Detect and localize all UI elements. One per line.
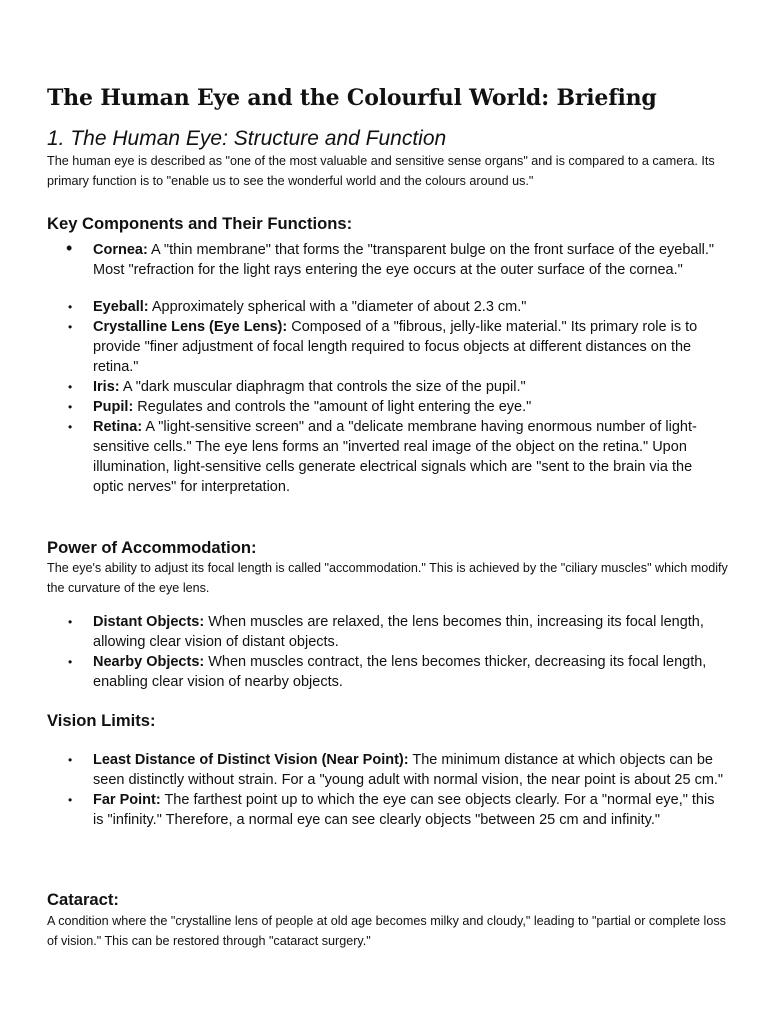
term-label: Cornea: xyxy=(93,242,148,258)
accommodation-paragraph: The eye's ability to adjust its focal length is called "accommodation." This is achieved by the "ciliary muscles" which modify the curvature of the eye lens. xyxy=(47,561,728,595)
bullet-icon: • xyxy=(68,380,73,394)
list-item-nearby-objects xyxy=(0,652,725,692)
list-item-cornea xyxy=(0,240,725,280)
bullet-icon: • xyxy=(68,753,73,767)
bullet-icon: • xyxy=(68,400,73,414)
term-description: When muscles contract, the lens becomes thicker, decreasing its focal length, enabling clear vision of nearby objects. xyxy=(93,654,707,690)
term-description: A "dark muscular diaphragm that controls the size of the pupil." xyxy=(119,379,526,395)
section-heading-human-eye: 1. The Human Eye: Structure and Function xyxy=(47,127,447,150)
accommodation-list xyxy=(0,612,768,692)
list-item-pupil xyxy=(0,397,725,417)
term-label: Far Point: xyxy=(93,792,161,808)
term-description: Approximately spherical with a "diameter of about 2.3 cm." xyxy=(148,299,527,315)
list-item-crystalline-lens xyxy=(0,317,725,377)
bullet-icon: • xyxy=(68,420,73,434)
term-description: Composed of a "fibrous, jelly-like material." Its primary role is to provide "finer adjustment of focal length required to focus objects at different distances on the retina." xyxy=(93,319,698,375)
section-intro-paragraph: The human eye is described as "one of the most valuable and sensitive sense organs" and is compared to a camera. Its primary function is to "enable us to see the wonderful world and the colours around us." xyxy=(47,154,715,188)
subheading-cataract: Cataract: xyxy=(47,890,119,909)
list-item-eyeball xyxy=(0,297,725,317)
term-label: Distant Objects: xyxy=(93,614,205,630)
key-components-list xyxy=(0,240,768,497)
subheading-accommodation: Power of Accommodation: xyxy=(47,538,257,557)
bullet-icon: • xyxy=(66,238,73,258)
list-item-retina xyxy=(0,417,725,497)
list-item-near-point xyxy=(0,750,725,790)
document-title: The Human Eye and the Colourful World: Briefing xyxy=(47,85,657,111)
bullet-icon: • xyxy=(68,615,73,629)
subheading-vision-limits: Vision Limits: xyxy=(47,711,156,730)
subheading-key-components: Key Components and Their Functions: xyxy=(47,214,353,233)
term-description: Regulates and controls the "amount of light entering the eye." xyxy=(133,399,532,415)
term-description: When muscles are relaxed, the lens becomes thin, increasing its focal length, allowing clear vision of distant objects. xyxy=(93,614,704,650)
term-label: Pupil: xyxy=(93,399,134,415)
term-description: A "thin membrane" that forms the "transparent bulge on the front surface of the eyeball." Most "refraction for the light rays entering the eye occurs at the outer surface of the cornea." xyxy=(93,242,715,278)
term-description: The farthest point up to which the eye can see objects clearly. For a "normal eye," this is "infinity." Therefore, a normal eye can see clearly objects "between 25 cm and infinity." xyxy=(93,792,715,828)
bullet-icon: • xyxy=(68,793,73,807)
bullet-icon: • xyxy=(68,300,73,314)
term-label: Least Distance of Distinct Vision (Near Point): xyxy=(93,752,409,768)
list-item-distant-objects xyxy=(0,612,725,652)
list-item-far-point xyxy=(0,790,725,830)
term-label: Retina: xyxy=(93,419,143,435)
term-label: Nearby Objects: xyxy=(93,654,205,670)
list-item-iris xyxy=(0,377,725,397)
term-description: The minimum distance at which objects can be seen distinctly without strain. For a "young adult with normal vision, the near point is about 25 cm." xyxy=(93,752,724,788)
term-label: Eyeball: xyxy=(93,299,149,315)
term-label: Crystalline Lens (Eye Lens): xyxy=(93,319,288,335)
term-label: Iris: xyxy=(93,379,120,395)
bullet-icon: • xyxy=(68,655,73,669)
cataract-paragraph: A condition where the "crystalline lens of people at old age becomes milky and cloudy," leading to "partial or complete loss of vision." This can be restored through "cataract surgery." xyxy=(47,914,726,948)
vision-limits-list xyxy=(0,750,768,830)
term-description: A "light-sensitive screen" and a "delicate membrane having enormous number of light-sensitive cells." The eye lens forms an "inverted real image of the object on the retina." Upon illumination, light-sensitive cells generate electrical signals which are "sent to the brain via the optic nerves" for interpretation. xyxy=(93,419,697,495)
bullet-icon: • xyxy=(68,320,73,334)
